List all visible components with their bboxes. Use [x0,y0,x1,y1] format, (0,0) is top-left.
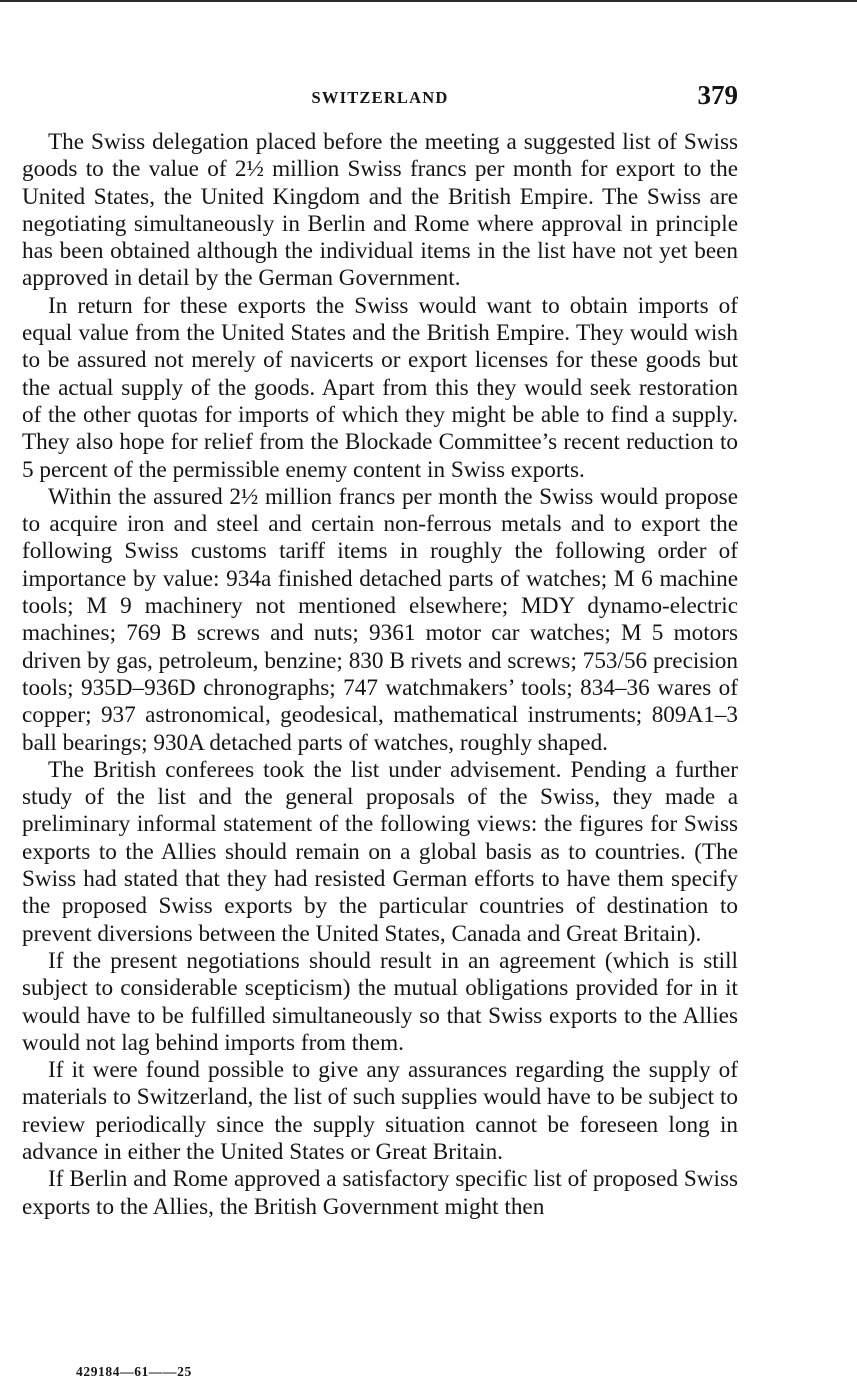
printer-mark: 429184—61——25 [76,1364,192,1379]
paragraph-7: If Berlin and Rome approved a satisfactory specific list of proposed Swiss exports to the Allies, the British Government might then [22,1166,738,1220]
paragraph-2: In return for these exports the Swiss would want to obtain imports of equal value from the United States and the British Empire. They would wish to be assured not merely of navicerts or export licenses for these goods but the actual supply of the goods. Apart from this they would seek restoration of the other quotas for imports of which they might be able to find a supply. They also hope for relief from the Blockade Committee’s recent reduction to 5 percent of the permissible enemy content in Swiss exports. [22,292,738,483]
page-top-rule [0,0,857,2]
body-text [22,129,738,1221]
paragraph-1: The Swiss delegation placed before the meeting a suggested list of Swiss goods to the value of 2½ million Swiss francs per month for export to the United States, the United Kingdom and the British Empire. The Swiss are negotiating simultaneously in Berlin and Rome where approval in principle has been obtained although the individual items in the list have not yet been approved in detail by the German Government. [22,129,738,292]
page-number: 379 [697,80,738,110]
running-head: SWITZERLAND [311,88,449,107]
paragraph-3: Within the assured 2½ million francs per month the Swiss would propose to acquire iron and steel and certain non-ferrous metals and to export the following Swiss customs tariff items in roughly the following order of importance by value: 934a finished detached parts of watches; M 6 machine tools; M 9 machinery not mentioned elsewhere; MDY dynamo-electric machines; 769 B screws and nuts; 9361 motor car watches; M 5 motors driven by gas, petroleum, benzine; 830 B rivets and screws; 753/56 precision tools; 935D–936D chronographs; 747 watchmakers’ tools; 834–36 wares of copper; 937 astronomical, geodesical, mathematical instruments; 809A1–3 ball bearings; 930A detached parts of watches, roughly shaped. [22,483,738,756]
paragraph-5: If the present negotiations should result in an agreement (which is still subject to considerable scepticism) the mutual obligations provided for in it would have to be fulfilled simultaneously so that Swiss exports to the Allies would not lag behind imports from them. [22,947,738,1056]
page-header [22,80,738,114]
paragraph-4: The British conferees took the list under advisement. Pending a further study of the list and the general proposals of the Swiss, they made a preliminary informal statement of the following views: the figures for Swiss exports to the Allies should remain on a global basis as to countries. (The Swiss had stated that they had resisted German efforts to have them specify the proposed Swiss exports by the particular countries of destination to prevent diversions between the United States, Canada and Great Britain). [22,756,738,947]
paragraph-6: If it were found possible to give any assurances regarding the supply of materials to Switzerland, the list of such supplies would have to be subject to review periodically since the supply situation cannot be foreseen long in advance in either the United States or Great Britain. [22,1057,738,1165]
